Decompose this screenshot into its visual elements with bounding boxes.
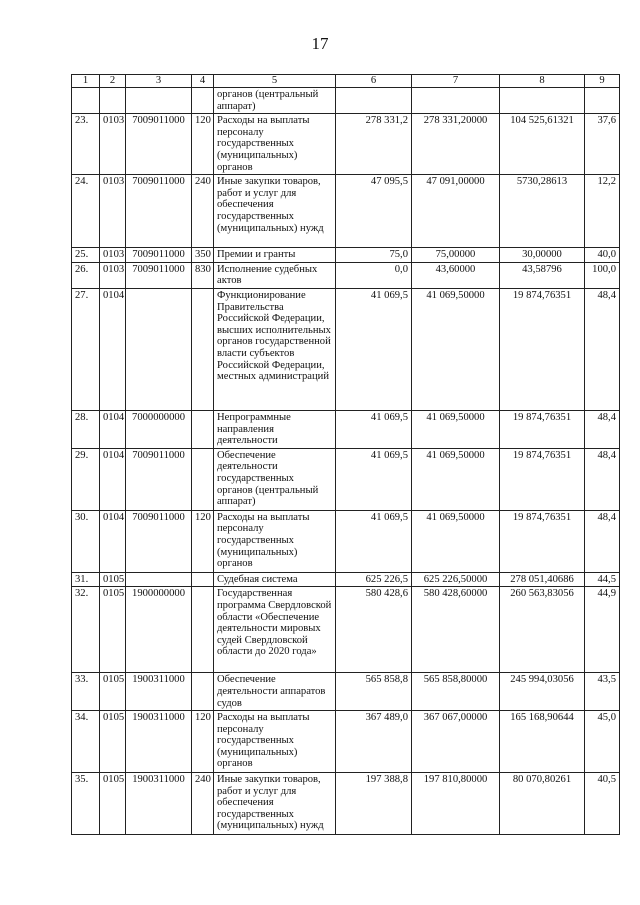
target-article-cell (126, 288, 192, 410)
section-code-cell: 0105 (100, 711, 126, 773)
table-row (72, 572, 620, 587)
approved-plan-cell: 197 388,8 (336, 773, 412, 835)
approved-plan-cell: 625 226,5 (336, 572, 412, 587)
row-number-cell: 34. (72, 711, 100, 773)
item-name-cell: Непрограммные направления деятельности (214, 410, 336, 448)
percent-cell: 48,4 (585, 288, 620, 410)
row-number-cell (72, 88, 100, 114)
item-name-cell: Расходы на выплаты персоналу государственных (муниципальных) органов (214, 711, 336, 773)
column-header: 7 (412, 75, 500, 88)
approved-plan-cell: 41 069,5 (336, 288, 412, 410)
refined-plan-cell: 197 810,80000 (412, 773, 500, 835)
item-name-cell: Премии и гранты (214, 248, 336, 263)
executed-cell: 5730,28613 (500, 175, 585, 248)
section-code-cell: 0103 (100, 248, 126, 263)
executed-cell: 19 874,76351 (500, 448, 585, 510)
section-code-cell: 0104 (100, 448, 126, 510)
target-article-cell: 1900311000 (126, 773, 192, 835)
target-article-cell: 7009011000 (126, 448, 192, 510)
table-row (72, 587, 620, 673)
refined-plan-cell: 367 067,00000 (412, 711, 500, 773)
row-number-cell: 28. (72, 410, 100, 448)
approved-plan-cell: 0,0 (336, 262, 412, 288)
item-name-cell: Исполнение судебных актов (214, 262, 336, 288)
approved-plan-cell: 278 331,2 (336, 114, 412, 175)
approved-plan-cell: 367 489,0 (336, 711, 412, 773)
target-article-cell: 7009011000 (126, 114, 192, 175)
item-name-cell: Расходы на выплаты персоналу государственных (муниципальных) органов (214, 114, 336, 175)
section-code-cell: 0104 (100, 510, 126, 572)
header-row (72, 75, 620, 88)
approved-plan-cell: 565 858,8 (336, 673, 412, 711)
section-code-cell: 0105 (100, 673, 126, 711)
percent-cell: 48,4 (585, 510, 620, 572)
column-header: 6 (336, 75, 412, 88)
refined-plan-cell: 47 091,00000 (412, 175, 500, 248)
column-header: 8 (500, 75, 585, 88)
percent-cell: 40,0 (585, 248, 620, 263)
refined-plan-cell: 580 428,60000 (412, 587, 500, 673)
percent-cell: 43,5 (585, 673, 620, 711)
refined-plan-cell: 43,60000 (412, 262, 500, 288)
budget-table (71, 74, 620, 835)
item-name-cell: Расходы на выплаты персоналу государственных (муниципальных) органов (214, 510, 336, 572)
row-number-cell: 27. (72, 288, 100, 410)
approved-plan-cell: 41 069,5 (336, 448, 412, 510)
executed-cell: 19 874,76351 (500, 510, 585, 572)
executed-cell: 30,00000 (500, 248, 585, 263)
section-code-cell: 0105 (100, 587, 126, 673)
target-article-cell: 1900311000 (126, 673, 192, 711)
approved-plan-cell: 41 069,5 (336, 510, 412, 572)
percent-cell: 44,5 (585, 572, 620, 587)
table-row (72, 88, 620, 114)
section-code-cell: 0105 (100, 572, 126, 587)
expense-type-cell (192, 448, 214, 510)
refined-plan-cell: 625 226,50000 (412, 572, 500, 587)
table-row (72, 410, 620, 448)
row-number-cell: 32. (72, 587, 100, 673)
executed-cell: 104 525,61321 (500, 114, 585, 175)
refined-plan-cell (412, 88, 500, 114)
target-article-cell: 7009011000 (126, 510, 192, 572)
table-row (72, 448, 620, 510)
approved-plan-cell: 580 428,6 (336, 587, 412, 673)
refined-plan-cell: 565 858,80000 (412, 673, 500, 711)
table-row (72, 262, 620, 288)
section-code-cell: 0104 (100, 410, 126, 448)
row-number-cell: 25. (72, 248, 100, 263)
target-article-cell: 7009011000 (126, 248, 192, 263)
item-name-cell: Обеспечение деятельности государственных органов (центральный аппарат) (214, 448, 336, 510)
executed-cell: 165 168,90644 (500, 711, 585, 773)
percent-cell (585, 88, 620, 114)
refined-plan-cell: 41 069,50000 (412, 288, 500, 410)
row-number-cell: 31. (72, 572, 100, 587)
expense-type-cell (192, 572, 214, 587)
section-code-cell: 0105 (100, 773, 126, 835)
approved-plan-cell: 47 095,5 (336, 175, 412, 248)
target-article-cell: 7000000000 (126, 410, 192, 448)
expense-type-cell: 240 (192, 175, 214, 248)
percent-cell: 44,9 (585, 587, 620, 673)
target-article-cell (126, 88, 192, 114)
column-header: 9 (585, 75, 620, 88)
percent-cell: 48,4 (585, 410, 620, 448)
table-row (72, 114, 620, 175)
table-row (72, 510, 620, 572)
table-row (72, 288, 620, 410)
row-number-cell: 29. (72, 448, 100, 510)
refined-plan-cell: 41 069,50000 (412, 448, 500, 510)
table-row (72, 773, 620, 835)
row-number-cell: 23. (72, 114, 100, 175)
row-number-cell: 33. (72, 673, 100, 711)
column-header: 4 (192, 75, 214, 88)
row-number-cell: 26. (72, 262, 100, 288)
expense-type-cell: 240 (192, 773, 214, 835)
expense-type-cell (192, 673, 214, 711)
target-article-cell: 7009011000 (126, 262, 192, 288)
column-header: 5 (214, 75, 336, 88)
row-number-cell: 30. (72, 510, 100, 572)
table-row (72, 711, 620, 773)
column-header: 3 (126, 75, 192, 88)
refined-plan-cell: 278 331,20000 (412, 114, 500, 175)
executed-cell: 43,58796 (500, 262, 585, 288)
executed-cell: 80 070,80261 (500, 773, 585, 835)
expense-type-cell (192, 410, 214, 448)
refined-plan-cell: 75,00000 (412, 248, 500, 263)
section-code-cell: 0103 (100, 175, 126, 248)
expense-type-cell: 350 (192, 248, 214, 263)
item-name-cell: Иные закупки товаров, работ и услуг для обеспечения государственных (муниципальных) нужд (214, 175, 336, 248)
target-article-cell: 1900000000 (126, 587, 192, 673)
page-number: 17 (311, 34, 329, 53)
item-name-cell: Иные закупки товаров, работ и услуг для обеспечения государственных (муниципальных) нужд (214, 773, 336, 835)
refined-plan-cell: 41 069,50000 (412, 410, 500, 448)
column-header: 1 (72, 75, 100, 88)
target-article-cell: 7009011000 (126, 175, 192, 248)
expense-type-cell (192, 288, 214, 410)
expense-type-cell: 120 (192, 510, 214, 572)
table-row (72, 673, 620, 711)
table-row (72, 248, 620, 263)
item-name-cell: органов (центральный аппарат) (214, 88, 336, 114)
section-code-cell (100, 88, 126, 114)
executed-cell (500, 88, 585, 114)
target-article-cell: 1900311000 (126, 711, 192, 773)
percent-cell: 12,2 (585, 175, 620, 248)
expense-type-cell (192, 88, 214, 114)
expense-type-cell: 120 (192, 711, 214, 773)
percent-cell: 45,0 (585, 711, 620, 773)
refined-plan-cell: 41 069,50000 (412, 510, 500, 572)
percent-cell: 40,5 (585, 773, 620, 835)
item-name-cell: Государственная программа Свердловской области «Обеспечение деятельности мировых судей Свердловской области до 2020 года» (214, 587, 336, 673)
target-article-cell (126, 572, 192, 587)
approved-plan-cell: 75,0 (336, 248, 412, 263)
section-code-cell: 0103 (100, 114, 126, 175)
item-name-cell: Функционирование Правительства Российской Федерации, высших исполнительных органов государственной власти субъектов Российской Федерации, местных администраций (214, 288, 336, 410)
row-number-cell: 35. (72, 773, 100, 835)
executed-cell: 260 563,83056 (500, 587, 585, 673)
expense-type-cell: 830 (192, 262, 214, 288)
executed-cell: 19 874,76351 (500, 410, 585, 448)
table-row (72, 175, 620, 248)
approved-plan-cell (336, 88, 412, 114)
column-header: 2 (100, 75, 126, 88)
table-body (72, 88, 620, 835)
section-code-cell: 0104 (100, 288, 126, 410)
percent-cell: 37,6 (585, 114, 620, 175)
percent-cell: 100,0 (585, 262, 620, 288)
item-name-cell: Обеспечение деятельности аппаратов судов (214, 673, 336, 711)
row-number-cell: 24. (72, 175, 100, 248)
expense-type-cell (192, 587, 214, 673)
expense-type-cell: 120 (192, 114, 214, 175)
percent-cell: 48,4 (585, 448, 620, 510)
item-name-cell: Судебная система (214, 572, 336, 587)
executed-cell: 19 874,76351 (500, 288, 585, 410)
executed-cell: 245 994,03056 (500, 673, 585, 711)
approved-plan-cell: 41 069,5 (336, 410, 412, 448)
executed-cell: 278 051,40686 (500, 572, 585, 587)
section-code-cell: 0103 (100, 262, 126, 288)
